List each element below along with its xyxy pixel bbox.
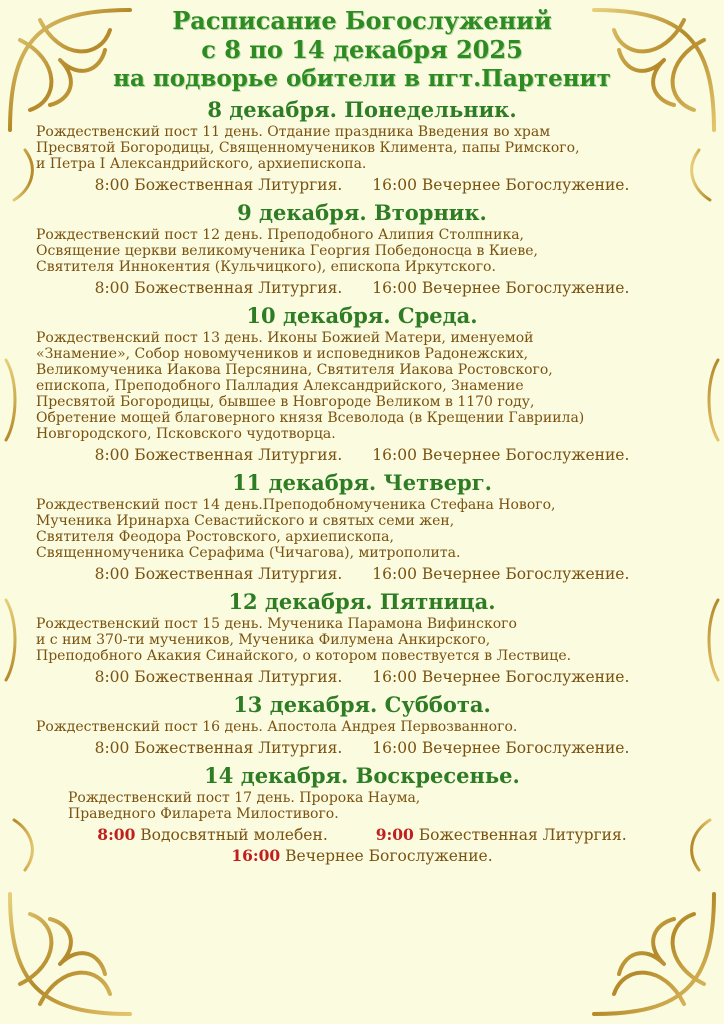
schedule-title	[28, 6, 696, 93]
day-heading: 8 декабря. Понедельник.	[207, 97, 517, 122]
day-heading: 9 декабря. Вторник.	[237, 200, 487, 225]
day-services	[28, 737, 696, 759]
day-services	[28, 824, 696, 846]
desc-line: Рождественский пост 14 день.Преподобномученика Стефана Нового,	[36, 497, 556, 513]
service-evening: 16:00 Вечернее Богослужение.	[372, 565, 630, 583]
desc-line: Мученика Иринарха Севастийского и святых семи жен,	[36, 513, 455, 529]
title-line-2: с 8 по 14 декабря 2025	[201, 35, 523, 64]
service-liturgy: 8:00 Божественная Литургия.	[94, 668, 343, 686]
service-evening: 16:00 Вечернее Богослужение.	[372, 668, 630, 686]
service-liturgy	[376, 824, 627, 846]
service-evening: 16:00 Вечернее Богослужение.	[372, 279, 630, 297]
day-description	[28, 330, 696, 442]
desc-line: Рождественский пост 12 день. Преподобного Алипия Столпника,	[36, 227, 524, 243]
day-description	[28, 227, 696, 275]
desc-line: Рождественский пост 13 день. Иконы Божией Матери, именуемой	[36, 330, 534, 346]
day-heading: 10 декабря. Среда.	[246, 303, 478, 328]
title-line-3: на подворье обители в пгт.Партенит	[113, 65, 611, 92]
service-liturgy: 8:00 Божественная Литургия.	[94, 279, 343, 297]
service-time: 8:00	[97, 825, 136, 844]
day-heading: 12 декабря. Пятница.	[228, 589, 496, 614]
desc-line: Рождественский пост 15 день. Мученика Парамона Вифинского	[36, 616, 517, 632]
desc-line: Рождественский пост 11 день. Отдание праздника Введения во храм	[36, 124, 551, 140]
service-blessing	[97, 824, 327, 846]
service-evening	[28, 846, 696, 866]
day-block	[28, 96, 696, 196]
day-description	[28, 790, 696, 822]
day-sunday	[28, 762, 696, 866]
day-description	[28, 124, 696, 172]
desc-line: Великомученика Иакова Персянина, Святителя Иакова Ростовского,	[36, 362, 553, 378]
day-heading: 13 декабря. Суббота.	[233, 692, 491, 717]
desc-line: Рождественский пост 17 день. Пророка Наума,	[68, 790, 421, 806]
day-services	[28, 666, 696, 688]
desc-line: Новгородского, Псковского чудотворца.	[36, 426, 336, 442]
day-description	[28, 719, 696, 735]
day-services	[28, 563, 696, 585]
desc-line: Освящение церкви великомученика Георгия Победоносца в Киеве,	[36, 243, 538, 259]
service-evening: 16:00 Вечернее Богослужение.	[372, 176, 630, 194]
service-time: 16:00	[231, 846, 281, 865]
service-evening: 16:00 Вечернее Богослужение.	[372, 446, 630, 464]
day-description	[28, 616, 696, 664]
schedule-page	[28, 6, 696, 866]
day-heading: 11 декабря. Четверг.	[232, 470, 492, 495]
desc-line: Святителя Иннокентия (Кульчицкого), епископа Иркутского.	[36, 259, 496, 275]
desc-line: и Петра I Александрийского, архиепископа.	[36, 156, 367, 172]
days-list	[28, 96, 696, 759]
service-liturgy: 8:00 Божественная Литургия.	[94, 565, 343, 583]
desc-line: епископа, Преподобного Палладия Александрийского, Знамение	[36, 378, 524, 394]
day-services	[28, 174, 696, 196]
day-services	[28, 444, 696, 466]
service-liturgy: 8:00 Божественная Литургия.	[94, 446, 343, 464]
service-text: Водосвятный молебен.	[135, 826, 328, 844]
desc-line: Преподобного Акакия Синайского, о котором повествуется в Лествице.	[36, 648, 572, 664]
desc-line: Обретение мощей благоверного князя Всеволода (в Крещении Гавриила)	[36, 410, 585, 426]
day-description	[28, 497, 696, 561]
day-block	[28, 691, 696, 759]
day-services	[28, 277, 696, 299]
desc-line: Священномученика Серафима (Чичагова), митрополита.	[36, 545, 461, 561]
service-liturgy: 8:00 Божественная Литургия.	[94, 739, 343, 757]
day-heading: 14 декабря. Воскресенье.	[204, 763, 520, 788]
desc-line: Праведного Филарета Милостивого.	[68, 806, 339, 822]
service-evening: 16:00 Вечернее Богослужение.	[372, 739, 630, 757]
title-line-1: Расписание Богослужений	[172, 6, 552, 35]
desc-line: Пресвятой Богородицы, Священномучеников Климента, папы Римского,	[36, 140, 580, 156]
service-time: 9:00	[375, 825, 414, 844]
service-liturgy: 8:00 Божественная Литургия.	[94, 176, 343, 194]
day-block	[28, 199, 696, 299]
desc-line: и с ним 370-ти мучеников, Мученика Филумена Анкирского,	[36, 632, 491, 648]
service-text: Божественная Литургия.	[413, 826, 627, 844]
desc-line: Святителя Феодора Ростовского, архиепископа,	[36, 529, 394, 545]
day-block	[28, 469, 696, 585]
desc-line: Пресвятой Богородицы, бывшее в Новгороде Великом в 1170 году,	[36, 394, 535, 410]
desc-line: «Знамение», Собор новомучеников и исповедников Радонежских,	[36, 346, 529, 362]
day-block	[28, 302, 696, 466]
day-block	[28, 588, 696, 688]
service-text: Вечернее Богослужение.	[280, 847, 493, 865]
desc-line: Рождественский пост 16 день. Апостола Андрея Первозванного.	[36, 719, 518, 735]
